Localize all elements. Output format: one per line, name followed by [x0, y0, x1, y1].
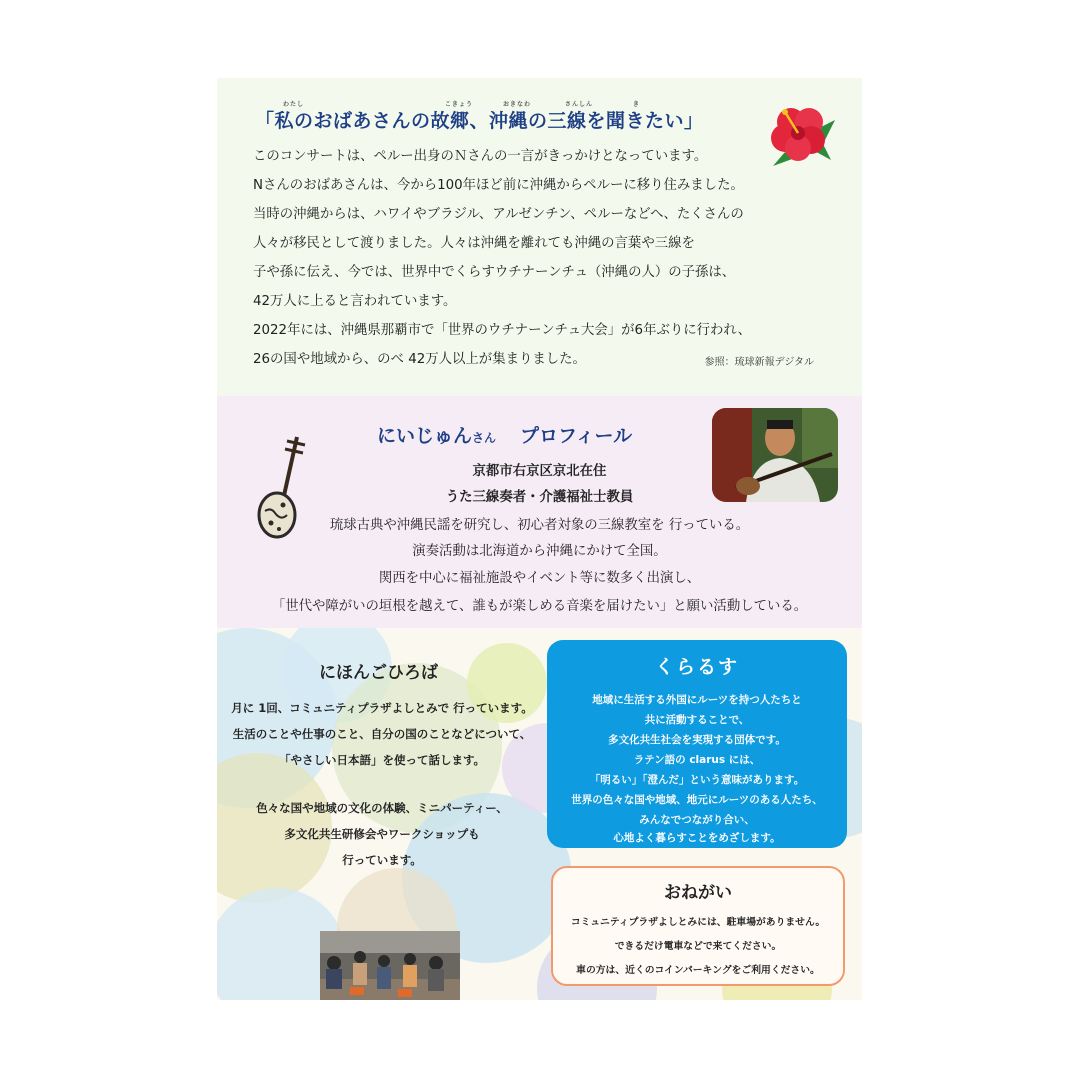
notice-box: [551, 866, 845, 986]
story-line: このコンサートは、ペルー出身のＮさんの一言がきっかけとなっています。: [253, 149, 708, 164]
clarus-line: みんなでつながり合い、: [639, 814, 755, 826]
clarus-title: くらるす: [654, 656, 739, 678]
activity-photo: [320, 931, 460, 1000]
nihongo-line: 「やさしい日本語」を使って話します。: [278, 753, 486, 767]
notice-line: 車の方は、近くのコインパーキングをご利用ください。: [576, 965, 820, 976]
clarus-line: ラテン語の clarus には、: [633, 754, 761, 766]
profile-line: 「世代や障がいの垣根を越えて、誰もが楽しめる音楽を届けたい」と願い活動している。: [271, 599, 808, 614]
story-title: [255, 101, 775, 133]
clarus-line: 多文化共生社会を実現する団体です。: [608, 734, 786, 746]
nihongo-line: 生活のことや仕事のこと、自分の国のことなどについて、: [232, 727, 532, 741]
clarus-box: [547, 640, 847, 848]
nihongo-line: 色々な国や地域の文化の体験、ミニパーティー、: [256, 801, 508, 815]
title-ruby: こきょう: [445, 101, 474, 108]
story-line: Nさんのおばあさんは、今から100年ほど前に沖縄からペルーに移り住みました。: [253, 178, 744, 193]
profile-line: 京都市右京区京北在住: [472, 464, 607, 479]
title-ruby: わたし: [283, 101, 305, 108]
story-line: 2022年には、沖縄県那覇市で「世界のウチナーンチュ大会」が6年ぶりに行われ、: [253, 323, 752, 338]
profile-line: 琉球古典や沖縄民謡を研究し、初心者対象の三線教室を 行っている。: [329, 518, 750, 533]
performer-name-suffix: さん: [472, 431, 497, 445]
clarus-line: 地域に生活する外国にルーツを持つ人たちと: [592, 694, 802, 706]
nihongo-title: にほんごひろば: [319, 663, 438, 683]
clarus-line: 「明るい」「澄んだ」という意味があります。: [589, 774, 805, 786]
nihongo-line: 月に 1回、コミュニティプラザよしとみで 行っています。: [231, 701, 533, 715]
profile-section: [217, 396, 862, 628]
notice-line: コミュニティプラザよしとみには、駐車場がありません。: [570, 917, 826, 928]
profile-line: 演奏活動は北海道から沖縄にかけて全国。: [412, 544, 667, 559]
profile-heading: [377, 421, 632, 448]
clarus-line: 心地よく暮らすことをめざします。: [613, 832, 781, 844]
story-line: 42万人に上ると言われています。: [253, 294, 457, 309]
flyer-page: [217, 78, 862, 1000]
notice-title: おねがい: [664, 883, 732, 903]
story-title-text: 「私のおばあさんの故郷、沖縄の三線を聞きたい」: [255, 110, 704, 132]
profile-line: うた三線奏者・介護福祉士教員: [445, 490, 634, 505]
nihongo-line: 行っています。: [342, 853, 422, 867]
performer-name: にいじゅん: [377, 425, 473, 447]
title-ruby: おきなわ: [503, 101, 532, 108]
notice-line: できるだけ電車などで来てください。: [614, 941, 782, 952]
title-ruby: さんしん: [565, 101, 594, 108]
story-body: [253, 142, 833, 374]
community-section: [217, 628, 862, 1000]
title-ruby: き: [633, 101, 641, 108]
nihongo-line: 多文化共生研修会やワークショップも: [284, 827, 480, 841]
profile-line: 関西を中心に福祉施設やイベント等に数多く出演し、: [378, 571, 701, 586]
profile-label: プロフィール: [520, 425, 633, 447]
clarus-line: 世界の色々な国や地域、地元にルーツのある人たち、: [571, 794, 823, 806]
story-line: 子や孫に伝え、今では、世界中でくらすウチナーンチュ（沖縄の人）の子孫は、: [253, 265, 736, 280]
story-section: [217, 78, 862, 396]
source-note: 参照：琉球新報デジタル: [704, 357, 814, 368]
story-line: 当時の沖縄からは、ハワイやブラジル、アルゼンチン、ペルーなどへ、たくさんの: [253, 207, 744, 222]
story-line: 人々が移民として渡りました。人々は沖縄を離れても沖縄の言葉や三線を: [253, 236, 695, 251]
story-line: 26の国や地域から、のべ 42万人以上が集まりました。: [253, 352, 586, 367]
clarus-line: 共に活動することで、: [644, 714, 750, 726]
